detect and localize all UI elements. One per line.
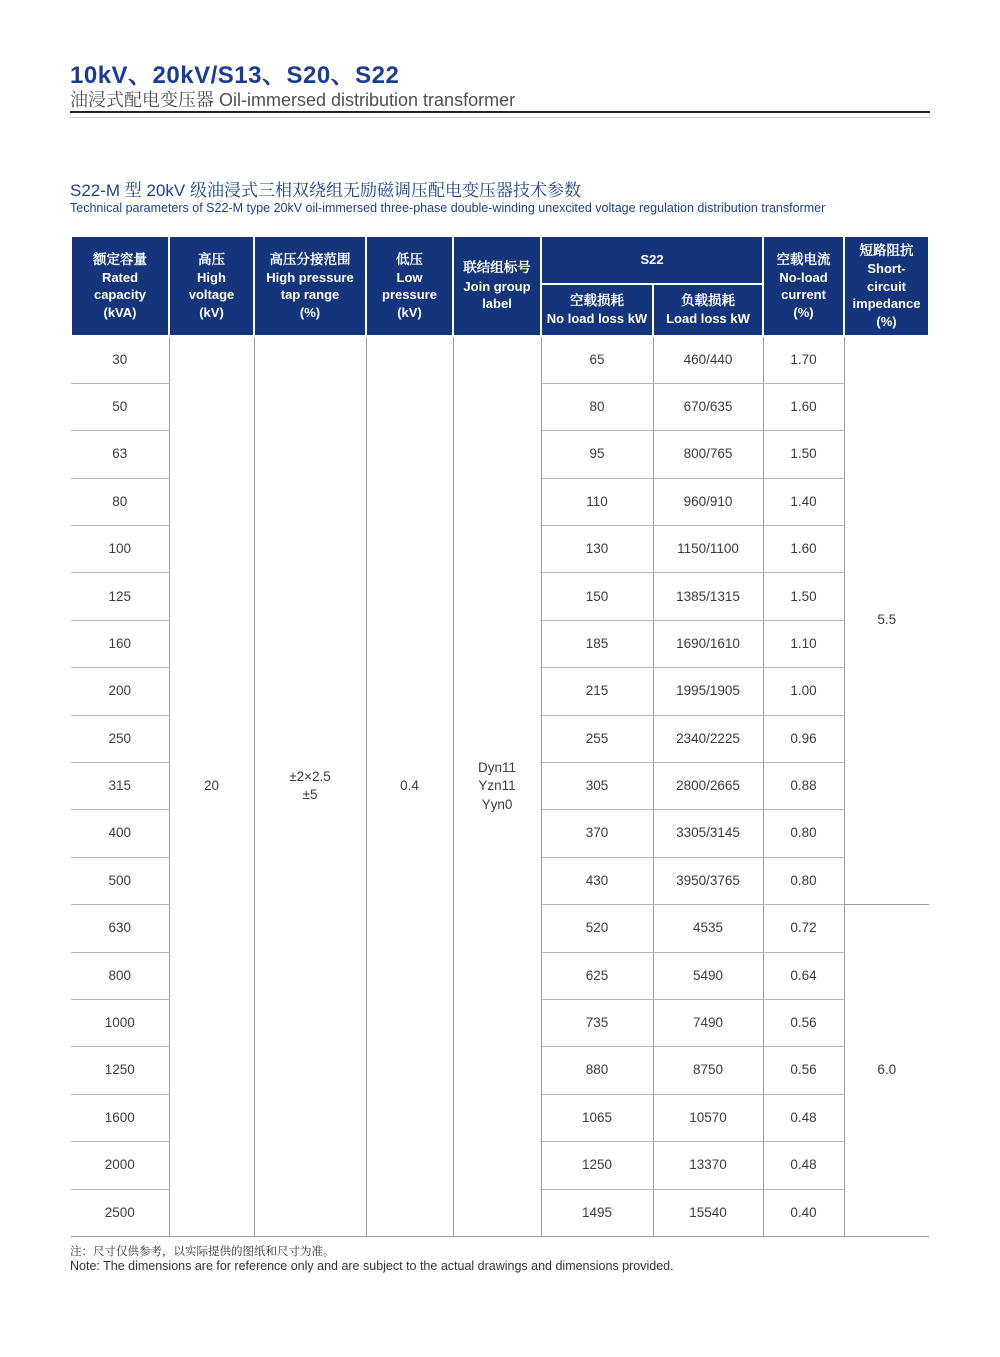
note-en: Note: The dimensions are for reference only and are subject to the actual drawings and dimensions provided. (70, 1259, 674, 1273)
cell-load-loss: 1690/1610 (653, 620, 763, 667)
cell-no-load-loss: 185 (541, 620, 653, 667)
cell-no-load-loss: 65 (541, 336, 653, 383)
col-header-tap-range-unit: (%) (299, 304, 321, 320)
cell-load-loss: 13370 (653, 1142, 763, 1189)
cell-no-load-current: 0.64 (763, 952, 844, 999)
col-header-join-group (453, 236, 541, 336)
cell-no-load-current: 0.88 (763, 763, 844, 810)
cell-no-load-loss: 80 (541, 383, 653, 430)
cell-load-loss: 10570 (653, 1094, 763, 1141)
join-group-line: Yyn0 (481, 796, 513, 812)
col-header-high-voltage-zh: 高压 (198, 251, 225, 267)
cell-no-load-current: 0.56 (763, 1047, 844, 1094)
cell-rated-capacity: 200 (71, 668, 169, 715)
parameters-table (70, 235, 930, 1237)
cell-no-load-current: 0.56 (763, 999, 844, 1046)
cell-no-load-current: 0.48 (763, 1094, 844, 1141)
cell-high-voltage: 20 (169, 336, 254, 1236)
cell-load-loss: 15540 (653, 1189, 763, 1236)
cell-no-load-loss: 215 (541, 668, 653, 715)
col-header-short-circuit-en: Short-circuit impedance (852, 261, 921, 312)
col-header-s22-label: S22 (640, 252, 664, 268)
cell-load-loss: 1150/1100 (653, 526, 763, 573)
parameters-table-wrapper (70, 235, 928, 1237)
header-divider-light (70, 117, 930, 118)
col-header-rated-capacity-zh: 额定容量 (93, 251, 147, 267)
col-header-no-load-loss-zh: 空载损耗 (570, 293, 624, 309)
page-title: 10kV、20kV/S13、S20、S22 (70, 62, 400, 89)
col-header-short-circuit-unit: (%) (876, 313, 897, 329)
cell-rated-capacity: 100 (71, 526, 169, 573)
cell-no-load-current: 1.10 (763, 620, 844, 667)
col-header-join-group-zh: 联结组标号 (463, 260, 531, 276)
col-header-low-pressure-en: Low pressure (382, 269, 437, 303)
cell-no-load-loss: 110 (541, 478, 653, 525)
cell-rated-capacity: 315 (71, 763, 169, 810)
col-header-rated-capacity (71, 236, 169, 336)
col-header-no-load-current-en: No-load current (779, 269, 828, 303)
cell-load-loss: 2800/2665 (653, 763, 763, 810)
cell-no-load-current: 0.96 (763, 715, 844, 762)
cell-rated-capacity: 63 (71, 431, 169, 478)
col-header-load-loss-en: Load loss kW (666, 311, 750, 327)
cell-no-load-loss: 1250 (541, 1142, 653, 1189)
cell-load-loss: 3305/3145 (653, 810, 763, 857)
tap-range-line1: ±2×2.5 (289, 769, 331, 785)
cell-no-load-current: 1.50 (763, 431, 844, 478)
cell-no-load-current: 1.00 (763, 668, 844, 715)
col-header-join-group-en: Join group label (463, 278, 531, 312)
col-header-no-load-current (763, 236, 844, 336)
col-header-high-voltage (169, 236, 254, 336)
cell-no-load-current: 0.80 (763, 857, 844, 904)
cell-no-load-loss: 520 (541, 905, 653, 952)
cell-no-load-current: 0.48 (763, 1142, 844, 1189)
col-header-tap-range (254, 236, 366, 336)
cell-no-load-loss: 430 (541, 857, 653, 904)
cell-no-load-loss: 880 (541, 1047, 653, 1094)
section-title-zh: S22-M 型 20kV 级油浸式三相双绕组无励磁调压配电变压器技术参数 (70, 181, 581, 200)
col-header-rated-capacity-unit: (kVA) (103, 304, 137, 320)
cell-short-circuit-impedance: 6.0 (844, 905, 929, 1237)
col-header-low-pressure (366, 236, 453, 336)
cell-load-loss: 2340/2225 (653, 715, 763, 762)
join-group-line: Yzn11 (478, 778, 516, 794)
cell-short-circuit-impedance: 5.5 (844, 336, 929, 905)
cell-no-load-loss: 255 (541, 715, 653, 762)
cell-no-load-loss: 1495 (541, 1189, 653, 1236)
cell-load-loss: 1995/1905 (653, 668, 763, 715)
cell-load-loss: 460/440 (653, 336, 763, 383)
col-header-load-loss-zh: 负载损耗 (681, 293, 735, 309)
col-header-high-voltage-unit: (kV) (199, 304, 224, 320)
cell-no-load-loss: 150 (541, 573, 653, 620)
cell-load-loss: 800/765 (653, 431, 763, 478)
col-header-high-voltage-en: High voltage (188, 269, 235, 303)
table-row (71, 336, 929, 383)
cell-load-loss: 3950/3765 (653, 857, 763, 904)
cell-no-load-loss: 370 (541, 810, 653, 857)
col-header-load-loss (653, 284, 763, 336)
col-header-short-circuit-zh: 短路阻抗 (859, 242, 914, 258)
cell-load-loss: 960/910 (653, 478, 763, 525)
cell-rated-capacity: 125 (71, 573, 169, 620)
cell-rated-capacity: 1600 (71, 1094, 169, 1141)
cell-no-load-current: 0.40 (763, 1189, 844, 1236)
col-header-tap-range-en: High pressure tap range (266, 269, 354, 303)
cell-rated-capacity: 2500 (71, 1189, 169, 1236)
cell-load-loss: 7490 (653, 999, 763, 1046)
header-divider-dark (70, 111, 930, 113)
col-header-s22-group (541, 236, 763, 284)
cell-rated-capacity: 1250 (71, 1047, 169, 1094)
cell-rated-capacity: 630 (71, 905, 169, 952)
col-header-low-pressure-zh: 低压 (396, 251, 423, 267)
cell-no-load-current: 1.60 (763, 526, 844, 573)
cell-rated-capacity: 2000 (71, 1142, 169, 1189)
section-title-en: Technical parameters of S22-M type 20kV oil-immersed three-phase double-winding unexcited voltage regulation distribution transformer (70, 201, 826, 215)
col-header-no-load-loss-en: No load loss kW (546, 311, 648, 327)
cell-join-group (453, 336, 541, 1236)
cell-rated-capacity: 30 (71, 336, 169, 383)
cell-no-load-current: 1.50 (763, 573, 844, 620)
col-header-no-load-current-unit: (%) (793, 304, 814, 320)
cell-rated-capacity: 400 (71, 810, 169, 857)
note-zh: 注：尺寸仅供参考，以实际提供的图纸和尺寸为准。 (70, 1246, 335, 1258)
cell-rated-capacity: 250 (71, 715, 169, 762)
cell-no-load-loss: 735 (541, 999, 653, 1046)
cell-no-load-current: 1.60 (763, 383, 844, 430)
cell-no-load-loss: 1065 (541, 1094, 653, 1141)
cell-no-load-current: 0.72 (763, 905, 844, 952)
cell-load-loss: 4535 (653, 905, 763, 952)
cell-no-load-current: 1.70 (763, 336, 844, 383)
cell-rated-capacity: 160 (71, 620, 169, 667)
cell-load-loss: 5490 (653, 952, 763, 999)
col-header-short-circuit (844, 236, 929, 336)
col-header-low-pressure-unit: (kV) (397, 304, 422, 320)
cell-no-load-loss: 625 (541, 952, 653, 999)
col-header-no-load-current-zh: 空载电流 (776, 251, 831, 267)
page-subtitle: 油浸式配电变压器 Oil-immersed distribution transformer (70, 90, 516, 110)
cell-load-loss: 1385/1315 (653, 573, 763, 620)
col-header-no-load-loss (541, 284, 653, 336)
col-header-tap-range-zh: 高压分接范围 (269, 251, 351, 267)
cell-no-load-current: 0.80 (763, 810, 844, 857)
cell-no-load-loss: 130 (541, 526, 653, 573)
cell-rated-capacity: 500 (71, 857, 169, 904)
cell-low-pressure: 0.4 (366, 336, 453, 1236)
parameters-table-body (71, 336, 929, 1236)
cell-no-load-loss: 95 (541, 431, 653, 478)
join-group-line: Dyn11 (477, 760, 517, 776)
col-header-rated-capacity-en: Rated capacity (93, 269, 147, 303)
cell-rated-capacity: 800 (71, 952, 169, 999)
cell-rated-capacity: 50 (71, 383, 169, 430)
cell-no-load-loss: 305 (541, 763, 653, 810)
cell-tap-range (254, 336, 366, 1236)
cell-rated-capacity: 80 (71, 478, 169, 525)
cell-load-loss: 8750 (653, 1047, 763, 1094)
tap-range-line2: ±5 (302, 787, 318, 803)
cell-no-load-current: 1.40 (763, 478, 844, 525)
cell-rated-capacity: 1000 (71, 999, 169, 1046)
cell-load-loss: 670/635 (653, 383, 763, 430)
